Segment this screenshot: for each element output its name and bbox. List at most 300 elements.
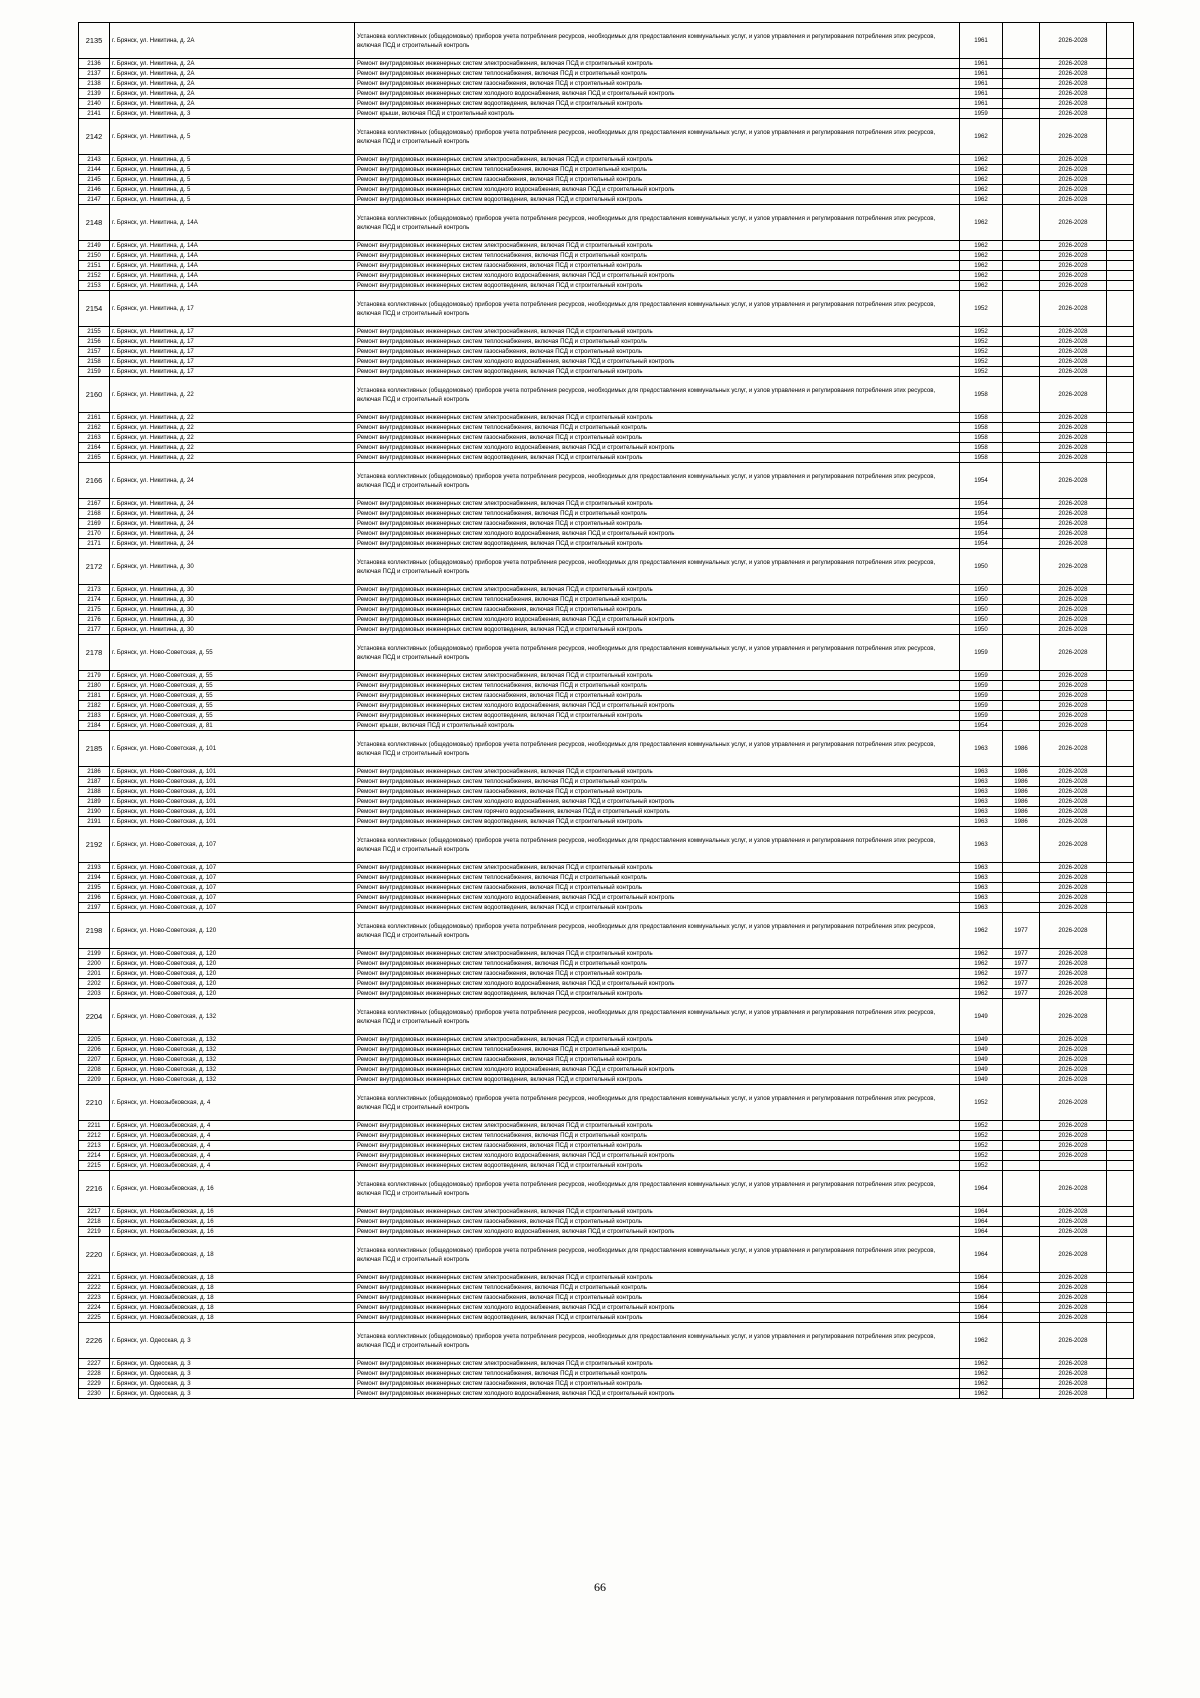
row-address: г. Брянск, ул. Новозыбковская, д. 18 xyxy=(110,1293,355,1303)
row-address: г. Брянск, ул. Никитина, д. 17 xyxy=(110,291,355,327)
row-build-year: 1952 xyxy=(960,337,1003,347)
row-extra-cell xyxy=(1107,731,1134,767)
row-period: 2026-2028 xyxy=(1040,327,1107,337)
row-address: г. Брянск, ул. Никитина, д. 14А xyxy=(110,241,355,251)
row-number: 2183 xyxy=(79,711,110,721)
row-extra-cell xyxy=(1107,195,1134,205)
row-build-year: 1949 xyxy=(960,1055,1003,1065)
row-work-type: Ремонт внутридомовых инженерных систем электроснабжения, включая ПСД и строительный контроль xyxy=(355,585,960,595)
row-extra-cell xyxy=(1107,155,1134,165)
row-address: г. Брянск, ул. Ново-Советская, д. 81 xyxy=(110,721,355,731)
row-repair-year xyxy=(1003,433,1040,443)
row-work-type: Ремонт внутридомовых инженерных систем газоснабжения, включая ПСД и строительный контроль xyxy=(355,261,960,271)
row-number: 2144 xyxy=(79,165,110,175)
row-extra-cell xyxy=(1107,949,1134,959)
row-repair-year: 1977 xyxy=(1003,949,1040,959)
row-number: 2145 xyxy=(79,175,110,185)
row-work-type: Ремонт внутридомовых инженерных систем водоотведения, включая ПСД и строительный контроль xyxy=(355,1161,960,1171)
row-repair-year: 1986 xyxy=(1003,817,1040,827)
table-row xyxy=(79,423,1134,433)
row-repair-year xyxy=(1003,377,1040,413)
row-period: 2026-2028 xyxy=(1040,509,1107,519)
row-work-type: Ремонт внутридомовых инженерных систем теплоснабжения, включая ПСД и строительный контроль xyxy=(355,681,960,691)
row-work-type: Ремонт внутридомовых инженерных систем теплоснабжения, включая ПСД и строительный контроль xyxy=(355,1131,960,1141)
row-build-year: 1964 xyxy=(960,1171,1003,1207)
row-period: 2026-2028 xyxy=(1040,681,1107,691)
row-work-type: Ремонт внутридомовых инженерных систем электроснабжения, включая ПСД и строительный контроль xyxy=(355,863,960,873)
table-row xyxy=(79,767,1134,777)
row-build-year: 1962 xyxy=(960,271,1003,281)
table-row xyxy=(79,1293,1134,1303)
row-extra-cell xyxy=(1107,423,1134,433)
row-work-type: Установка коллективных (общедомовых) приборов учета потребления ресурсов, необходимых для предоставления коммунальных услуг, и узлов управления и регулирования потребления этих ресурсов, включая ПСД и строительный контроль xyxy=(355,635,960,671)
row-work-type: Ремонт внутридомовых инженерных систем водоотведения, включая ПСД и строительный контроль xyxy=(355,367,960,377)
row-extra-cell xyxy=(1107,671,1134,681)
row-repair-year xyxy=(1003,681,1040,691)
row-address: г. Брянск, ул. Никитина, д. 5 xyxy=(110,119,355,155)
row-repair-year: 1977 xyxy=(1003,959,1040,969)
row-extra-cell xyxy=(1107,767,1134,777)
row-repair-year xyxy=(1003,463,1040,499)
table-row xyxy=(79,549,1134,585)
row-repair-year xyxy=(1003,1207,1040,1217)
row-number: 2194 xyxy=(79,873,110,883)
row-repair-year xyxy=(1003,1237,1040,1273)
row-extra-cell xyxy=(1107,807,1134,817)
row-address: г. Брянск, ул. Ново-Советская, д. 132 xyxy=(110,999,355,1035)
row-extra-cell xyxy=(1107,1151,1134,1161)
row-address: г. Брянск, ул. Никитина, д. 14А xyxy=(110,271,355,281)
row-period: 2026-2028 xyxy=(1040,767,1107,777)
row-build-year: 1952 xyxy=(960,1121,1003,1131)
row-address: г. Брянск, ул. Ново-Советская, д. 55 xyxy=(110,691,355,701)
row-number: 2196 xyxy=(79,893,110,903)
row-repair-year xyxy=(1003,1227,1040,1237)
row-period: 2026-2028 xyxy=(1040,711,1107,721)
row-extra-cell xyxy=(1107,1237,1134,1273)
row-build-year: 1962 xyxy=(960,165,1003,175)
row-number: 2190 xyxy=(79,807,110,817)
row-number: 2182 xyxy=(79,701,110,711)
row-extra-cell xyxy=(1107,999,1134,1035)
table-row xyxy=(79,119,1134,155)
row-period: 2026-2028 xyxy=(1040,691,1107,701)
row-number: 2216 xyxy=(79,1171,110,1207)
row-build-year: 1963 xyxy=(960,903,1003,913)
table-row xyxy=(79,1369,1134,1379)
row-extra-cell xyxy=(1107,433,1134,443)
row-build-year: 1959 xyxy=(960,681,1003,691)
table-row xyxy=(79,1237,1134,1273)
row-address: г. Брянск, ул. Никитина, д. 2А xyxy=(110,79,355,89)
row-build-year: 1949 xyxy=(960,1045,1003,1055)
row-work-type: Ремонт внутридомовых инженерных систем газоснабжения, включая ПСД и строительный контроль xyxy=(355,1055,960,1065)
table-row xyxy=(79,691,1134,701)
row-number: 2142 xyxy=(79,119,110,155)
row-number: 2150 xyxy=(79,251,110,261)
row-period: 2026-2028 xyxy=(1040,241,1107,251)
row-number: 2165 xyxy=(79,453,110,463)
row-period: 2026-2028 xyxy=(1040,1141,1107,1151)
row-extra-cell xyxy=(1107,509,1134,519)
row-number: 2166 xyxy=(79,463,110,499)
row-period: 2026-2028 xyxy=(1040,165,1107,175)
row-number: 2181 xyxy=(79,691,110,701)
row-period: 2026-2028 xyxy=(1040,433,1107,443)
row-repair-year xyxy=(1003,1217,1040,1227)
row-work-type: Установка коллективных (общедомовых) приборов учета потребления ресурсов, необходимых для предоставления коммунальных услуг, и узлов управления и регулирования потребления этих ресурсов, включая ПСД и строительный контроль xyxy=(355,913,960,949)
row-repair-year xyxy=(1003,1171,1040,1207)
row-build-year: 1954 xyxy=(960,519,1003,529)
row-number: 2147 xyxy=(79,195,110,205)
table-row xyxy=(79,281,1134,291)
row-period: 2026-2028 xyxy=(1040,251,1107,261)
row-period: 2026-2028 xyxy=(1040,195,1107,205)
row-address: г. Брянск, ул. Ново-Советская, д. 55 xyxy=(110,635,355,671)
row-extra-cell xyxy=(1107,89,1134,99)
row-extra-cell xyxy=(1107,615,1134,625)
row-repair-year xyxy=(1003,327,1040,337)
row-address: г. Брянск, ул. Новозыбковская, д. 16 xyxy=(110,1207,355,1217)
row-period: 2026-2028 xyxy=(1040,635,1107,671)
row-extra-cell xyxy=(1107,1379,1134,1389)
row-address: г. Брянск, ул. Никитина, д. 30 xyxy=(110,625,355,635)
table-row xyxy=(79,893,1134,903)
row-address: г. Брянск, ул. Никитина, д. 22 xyxy=(110,443,355,453)
row-repair-year xyxy=(1003,635,1040,671)
row-period: 2026-2028 xyxy=(1040,1217,1107,1227)
row-extra-cell xyxy=(1107,59,1134,69)
table-row xyxy=(79,1131,1134,1141)
row-work-type: Ремонт внутридомовых инженерных систем водоотведения, включая ПСД и строительный контроль xyxy=(355,989,960,999)
row-work-type: Ремонт внутридомовых инженерных систем водоотведения, включая ПСД и строительный контроль xyxy=(355,453,960,463)
row-work-type: Ремонт внутридомовых инженерных систем холодного водоснабжения, включая ПСД и строительный контроль xyxy=(355,797,960,807)
row-number: 2154 xyxy=(79,291,110,327)
row-build-year: 1963 xyxy=(960,787,1003,797)
row-number: 2141 xyxy=(79,109,110,119)
row-extra-cell xyxy=(1107,1323,1134,1359)
row-repair-year: 1977 xyxy=(1003,969,1040,979)
row-build-year: 1954 xyxy=(960,463,1003,499)
row-extra-cell xyxy=(1107,175,1134,185)
row-extra-cell xyxy=(1107,635,1134,671)
table-row xyxy=(79,1273,1134,1283)
row-address: г. Брянск, ул. Одесская, д. 3 xyxy=(110,1389,355,1399)
row-period: 2026-2028 xyxy=(1040,1085,1107,1121)
row-address: г. Брянск, ул. Ново-Советская, д. 132 xyxy=(110,1075,355,1085)
row-address: г. Брянск, ул. Никитина, д. 22 xyxy=(110,413,355,423)
row-repair-year xyxy=(1003,99,1040,109)
row-build-year: 1962 xyxy=(960,1323,1003,1359)
row-extra-cell xyxy=(1107,251,1134,261)
row-number: 2173 xyxy=(79,585,110,595)
row-period: 2026-2028 xyxy=(1040,529,1107,539)
row-period: 2026-2028 xyxy=(1040,615,1107,625)
row-period: 2026-2028 xyxy=(1040,1379,1107,1389)
row-extra-cell xyxy=(1107,1035,1134,1045)
table-row xyxy=(79,989,1134,999)
row-extra-cell xyxy=(1107,681,1134,691)
page-number: 66 xyxy=(594,1580,606,1594)
row-address: г. Брянск, ул. Никитина, д. 17 xyxy=(110,357,355,367)
row-extra-cell xyxy=(1107,989,1134,999)
row-repair-year xyxy=(1003,423,1040,433)
row-repair-year xyxy=(1003,205,1040,241)
row-build-year: 1962 xyxy=(960,949,1003,959)
row-work-type: Ремонт внутридомовых инженерных систем холодного водоснабжения, включая ПСД и строительный контроль xyxy=(355,701,960,711)
row-address: г. Брянск, ул. Одесская, д. 3 xyxy=(110,1369,355,1379)
row-extra-cell xyxy=(1107,1293,1134,1303)
row-extra-cell xyxy=(1107,69,1134,79)
row-work-type: Ремонт внутридомовых инженерных систем водоотведения, включая ПСД и строительный контроль xyxy=(355,625,960,635)
table-row xyxy=(79,1161,1134,1171)
table-row xyxy=(79,1035,1134,1045)
row-period: 2026-2028 xyxy=(1040,585,1107,595)
row-number: 2225 xyxy=(79,1313,110,1323)
row-address: г. Брянск, ул. Никитина, д. 17 xyxy=(110,337,355,347)
row-build-year: 1962 xyxy=(960,979,1003,989)
row-build-year: 1964 xyxy=(960,1237,1003,1273)
row-number: 2189 xyxy=(79,797,110,807)
row-period: 2026-2028 xyxy=(1040,605,1107,615)
row-number: 2212 xyxy=(79,1131,110,1141)
row-number: 2219 xyxy=(79,1227,110,1237)
row-number: 2177 xyxy=(79,625,110,635)
row-work-type: Ремонт внутридомовых инженерных систем теплоснабжения, включая ПСД и строительный контроль xyxy=(355,595,960,605)
row-repair-year xyxy=(1003,79,1040,89)
row-build-year: 1954 xyxy=(960,509,1003,519)
row-extra-cell xyxy=(1107,1207,1134,1217)
row-work-type: Ремонт внутридомовых инженерных систем водоотведения, включая ПСД и строительный контроль xyxy=(355,1075,960,1085)
row-number: 2198 xyxy=(79,913,110,949)
row-build-year: 1959 xyxy=(960,109,1003,119)
table-row xyxy=(79,443,1134,453)
row-build-year: 1958 xyxy=(960,443,1003,453)
row-extra-cell xyxy=(1107,1065,1134,1075)
row-address: г. Брянск, ул. Ново-Советская, д. 107 xyxy=(110,903,355,913)
row-extra-cell xyxy=(1107,1369,1134,1379)
row-extra-cell xyxy=(1107,1303,1134,1313)
row-repair-year xyxy=(1003,1283,1040,1293)
row-work-type: Ремонт внутридомовых инженерных систем холодного водоснабжения, включая ПСД и строительный контроль xyxy=(355,1227,960,1237)
row-extra-cell xyxy=(1107,979,1134,989)
row-number: 2193 xyxy=(79,863,110,873)
row-period: 2026-2028 xyxy=(1040,367,1107,377)
table-row xyxy=(79,1323,1134,1359)
table-row xyxy=(79,1379,1134,1389)
row-extra-cell xyxy=(1107,893,1134,903)
row-build-year: 1963 xyxy=(960,777,1003,787)
row-address: г. Брянск, ул. Новозыбковская, д. 16 xyxy=(110,1227,355,1237)
row-repair-year xyxy=(1003,453,1040,463)
row-work-type: Ремонт внутридомовых инженерных систем электроснабжения, включая ПСД и строительный контроль xyxy=(355,767,960,777)
table-row xyxy=(79,913,1134,949)
row-work-type: Установка коллективных (общедомовых) приборов учета потребления ресурсов, необходимых для предоставления коммунальных услуг, и узлов управления и регулирования потребления этих ресурсов, включая ПСД и строительный контроль xyxy=(355,1237,960,1273)
row-extra-cell xyxy=(1107,873,1134,883)
row-work-type: Ремонт внутридомовых инженерных систем газоснабжения, включая ПСД и строительный контроль xyxy=(355,175,960,185)
row-build-year: 1949 xyxy=(960,1065,1003,1075)
row-number: 2210 xyxy=(79,1085,110,1121)
row-build-year: 1963 xyxy=(960,797,1003,807)
table-row xyxy=(79,1075,1134,1085)
table-row xyxy=(79,731,1134,767)
row-extra-cell xyxy=(1107,529,1134,539)
row-period: 2026-2028 xyxy=(1040,595,1107,605)
row-repair-year xyxy=(1003,827,1040,863)
row-extra-cell xyxy=(1107,337,1134,347)
row-repair-year: 1986 xyxy=(1003,777,1040,787)
row-extra-cell xyxy=(1107,539,1134,549)
row-number: 2157 xyxy=(79,347,110,357)
row-period: 2026-2028 xyxy=(1040,913,1107,949)
row-number: 2143 xyxy=(79,155,110,165)
row-extra-cell xyxy=(1107,605,1134,615)
row-work-type: Ремонт внутридомовых инженерных систем газоснабжения, включая ПСД и строительный контроль xyxy=(355,691,960,701)
row-period: 2026-2028 xyxy=(1040,1369,1107,1379)
row-number: 2229 xyxy=(79,1379,110,1389)
row-repair-year xyxy=(1003,1141,1040,1151)
row-number: 2197 xyxy=(79,903,110,913)
row-period: 2026-2028 xyxy=(1040,519,1107,529)
row-period: 2026-2028 xyxy=(1040,155,1107,165)
row-number: 2135 xyxy=(79,23,110,59)
row-period: 2026-2028 xyxy=(1040,863,1107,873)
row-address: г. Брянск, ул. Ново-Советская, д. 132 xyxy=(110,1045,355,1055)
row-address: г. Брянск, ул. Ново-Советская, д. 107 xyxy=(110,863,355,873)
row-repair-year xyxy=(1003,1313,1040,1323)
row-number: 2159 xyxy=(79,367,110,377)
row-period: 2026-2028 xyxy=(1040,347,1107,357)
row-work-type: Ремонт внутридомовых инженерных систем холодного водоснабжения, включая ПСД и строительный контроль xyxy=(355,271,960,281)
row-number: 2164 xyxy=(79,443,110,453)
row-build-year: 1954 xyxy=(960,529,1003,539)
row-work-type: Ремонт внутридомовых инженерных систем электроснабжения, включая ПСД и строительный контроль xyxy=(355,1121,960,1131)
row-build-year: 1963 xyxy=(960,883,1003,893)
table-row xyxy=(79,23,1134,59)
table-row xyxy=(79,99,1134,109)
row-address: г. Брянск, ул. Никитина, д. 24 xyxy=(110,529,355,539)
table-row xyxy=(79,433,1134,443)
row-address: г. Брянск, ул. Ново-Советская, д. 120 xyxy=(110,989,355,999)
row-period: 2026-2028 xyxy=(1040,797,1107,807)
row-period: 2026-2028 xyxy=(1040,873,1107,883)
table-row xyxy=(79,79,1134,89)
row-period: 2026-2028 xyxy=(1040,1035,1107,1045)
row-build-year: 1961 xyxy=(960,79,1003,89)
row-address: г. Брянск, ул. Никитина, д. 22 xyxy=(110,423,355,433)
row-number: 2153 xyxy=(79,281,110,291)
table-row xyxy=(79,959,1134,969)
table-row xyxy=(79,711,1134,721)
table-row xyxy=(79,1045,1134,1055)
row-build-year: 1950 xyxy=(960,595,1003,605)
row-work-type: Ремонт внутридомовых инженерных систем теплоснабжения, включая ПСД и строительный контроль xyxy=(355,873,960,883)
row-repair-year xyxy=(1003,165,1040,175)
row-number: 2176 xyxy=(79,615,110,625)
row-work-type: Установка коллективных (общедомовых) приборов учета потребления ресурсов, необходимых для предоставления коммунальных услуг, и узлов управления и регулирования потребления этих ресурсов, включая ПСД и строительный контроль xyxy=(355,1171,960,1207)
row-period: 2026-2028 xyxy=(1040,119,1107,155)
row-address: г. Брянск, ул. Никитина, д. 5 xyxy=(110,155,355,165)
row-extra-cell xyxy=(1107,1359,1134,1369)
row-repair-year xyxy=(1003,367,1040,377)
row-address: г. Брянск, ул. Ново-Советская, д. 55 xyxy=(110,711,355,721)
row-work-type: Ремонт внутридомовых инженерных систем электроснабжения, включая ПСД и строительный контроль xyxy=(355,155,960,165)
row-build-year: 1952 xyxy=(960,1151,1003,1161)
row-build-year: 1962 xyxy=(960,969,1003,979)
row-build-year: 1963 xyxy=(960,767,1003,777)
row-extra-cell xyxy=(1107,357,1134,367)
row-period: 2026-2028 xyxy=(1040,1323,1107,1359)
row-extra-cell xyxy=(1107,347,1134,357)
row-work-type: Ремонт внутридомовых инженерных систем водоотведения, включая ПСД и строительный контроль xyxy=(355,903,960,913)
row-extra-cell xyxy=(1107,817,1134,827)
row-work-type: Ремонт внутридомовых инженерных систем холодного водоснабжения, включая ПСД и строительный контроль xyxy=(355,979,960,989)
row-extra-cell xyxy=(1107,109,1134,119)
row-build-year: 1952 xyxy=(960,1131,1003,1141)
row-extra-cell xyxy=(1107,499,1134,509)
row-work-type: Ремонт внутридомовых инженерных систем теплоснабжения, включая ПСД и строительный контроль xyxy=(355,959,960,969)
row-number: 2206 xyxy=(79,1045,110,1055)
table-row xyxy=(79,529,1134,539)
row-repair-year xyxy=(1003,873,1040,883)
row-period: 2026-2028 xyxy=(1040,1065,1107,1075)
row-repair-year xyxy=(1003,1161,1040,1171)
row-work-type: Ремонт внутридомовых инженерных систем теплоснабжения, включая ПСД и строительный контроль xyxy=(355,509,960,519)
row-number: 2218 xyxy=(79,1217,110,1227)
row-extra-cell xyxy=(1107,23,1134,59)
row-work-type: Ремонт внутридомовых инженерных систем электроснабжения, включая ПСД и строительный контроль xyxy=(355,327,960,337)
row-extra-cell xyxy=(1107,883,1134,893)
row-work-type: Ремонт внутридомовых инженерных систем газоснабжения, включая ПСД и строительный контроль xyxy=(355,605,960,615)
row-build-year: 1963 xyxy=(960,893,1003,903)
row-extra-cell xyxy=(1107,701,1134,711)
row-number: 2163 xyxy=(79,433,110,443)
row-extra-cell xyxy=(1107,1313,1134,1323)
row-repair-year: 1986 xyxy=(1003,797,1040,807)
row-period: 2026-2028 xyxy=(1040,1055,1107,1065)
row-work-type: Ремонт внутридомовых инженерных систем холодного водоснабжения, включая ПСД и строительный контроль xyxy=(355,1151,960,1161)
row-number: 2230 xyxy=(79,1389,110,1399)
row-repair-year xyxy=(1003,281,1040,291)
row-address: г. Брянск, ул. Никитина, д. 24 xyxy=(110,463,355,499)
row-period: 2026-2028 xyxy=(1040,979,1107,989)
row-build-year: 1962 xyxy=(960,281,1003,291)
row-repair-year xyxy=(1003,1121,1040,1131)
row-address: г. Брянск, ул. Никитина, д. 24 xyxy=(110,509,355,519)
row-work-type: Ремонт внутридомовых инженерных систем теплоснабжения, включая ПСД и строительный контроль xyxy=(355,1283,960,1293)
row-build-year: 1950 xyxy=(960,615,1003,625)
row-number: 2205 xyxy=(79,1035,110,1045)
row-period: 2026-2028 xyxy=(1040,1045,1107,1055)
row-repair-year xyxy=(1003,357,1040,367)
row-work-type: Ремонт внутридомовых инженерных систем холодного водоснабжения, включая ПСД и строительный контроль xyxy=(355,893,960,903)
row-build-year: 1959 xyxy=(960,691,1003,701)
row-work-type: Ремонт внутридомовых инженерных систем холодного водоснабжения, включая ПСД и строительный контроль xyxy=(355,1303,960,1313)
table-row xyxy=(79,367,1134,377)
row-extra-cell xyxy=(1107,1131,1134,1141)
table-row xyxy=(79,635,1134,671)
row-number: 2161 xyxy=(79,413,110,423)
table-row xyxy=(79,109,1134,119)
row-extra-cell xyxy=(1107,969,1134,979)
table-row xyxy=(79,777,1134,787)
row-extra-cell xyxy=(1107,777,1134,787)
row-number: 2195 xyxy=(79,883,110,893)
row-period: 2026-2028 xyxy=(1040,671,1107,681)
row-work-type: Установка коллективных (общедомовых) приборов учета потребления ресурсов, необходимых для предоставления коммунальных услуг, и узлов управления и регулирования потребления этих ресурсов, включая ПСД и строительный контроль xyxy=(355,999,960,1035)
row-build-year: 1949 xyxy=(960,999,1003,1035)
row-address: г. Брянск, ул. Новозыбковская, д. 18 xyxy=(110,1313,355,1323)
